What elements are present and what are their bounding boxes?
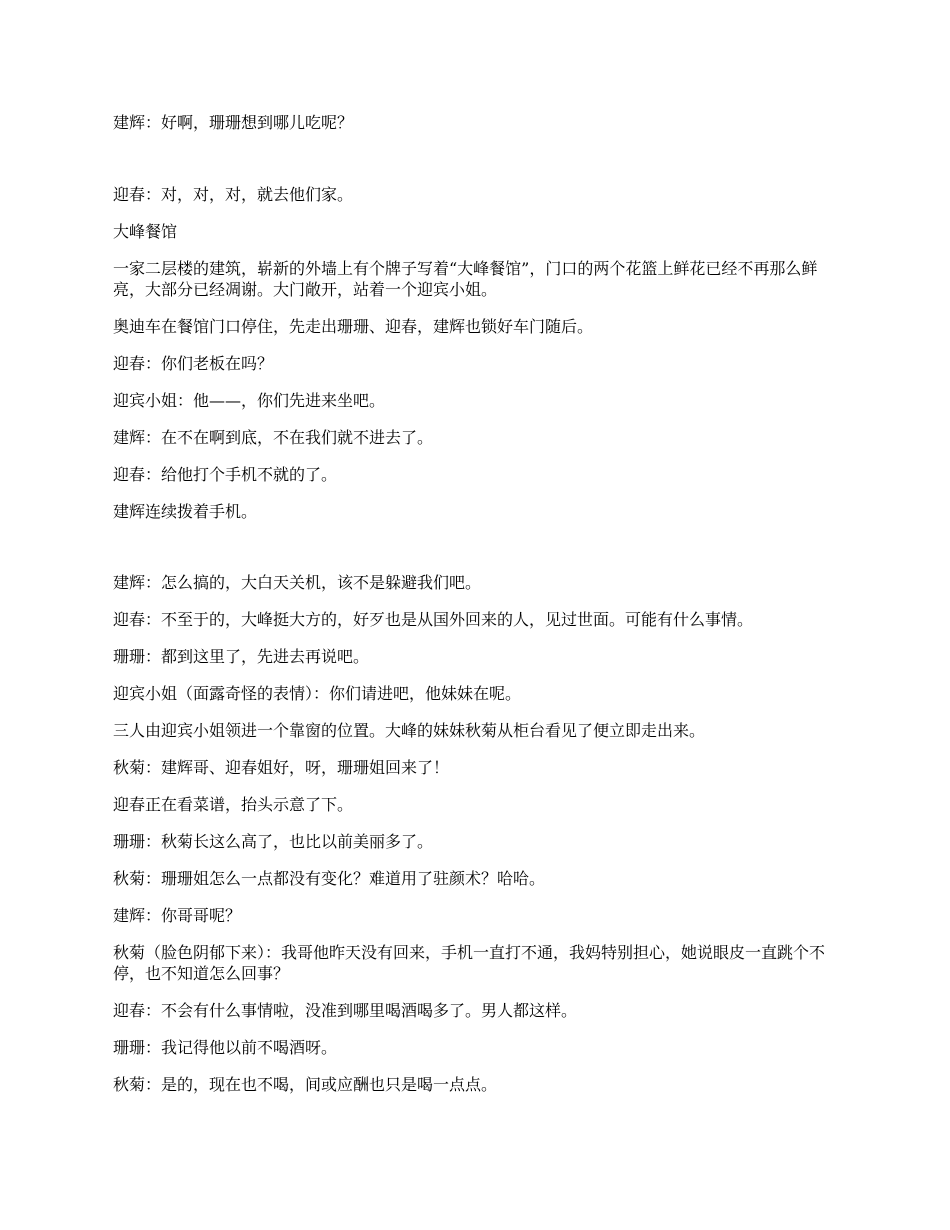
paragraph-18: 珊珊：秋菊长这么高了，也比以前美丽多了。 xyxy=(113,832,434,851)
paragraph-19: 秋菊：珊珊姐怎么一点都没有变化？难道用了驻颜术？哈哈。 xyxy=(113,869,546,888)
paragraph-10: 建辉连续拨着手机。 xyxy=(113,502,258,521)
paragraph-16: 秋菊：建辉哥、迎春姐好，呀，珊珊姐回来了！ xyxy=(113,758,450,777)
paragraph-6: 迎春：你们老板在吗？ xyxy=(113,354,274,373)
paragraph-20: 建辉：你哥哥呢？ xyxy=(113,906,242,925)
paragraph-4: 一家二层楼的建筑，崭新的外墙上有个牌子写着“大峰餐馆”，门口的两个花篮上鲜花已经不再那么鲜亮，大部分已经凋谢。大门敞开，站着一个迎宾小姐。 xyxy=(113,259,818,299)
scene-heading: 大峰餐馆 xyxy=(113,222,178,241)
paragraph-2: 迎春：对，对，对，就去他们家。 xyxy=(113,185,354,204)
paragraph-5: 奥迪车在餐馆门口停住，先走出珊珊、迎春，建辉也锁好车门随后。 xyxy=(113,317,594,336)
paragraph-22: 迎春：不会有什么事情啦，没准到哪里喝酒喝多了。男人都这样。 xyxy=(113,1001,578,1020)
paragraph-17: 迎春正在看菜谱，抬头示意了下。 xyxy=(113,795,354,814)
paragraph-12: 迎春：不至于的，大峰挺大方的，好歹也是从国外回来的人，见过世面。可能有什么事情。 xyxy=(113,610,754,629)
paragraph-24: 秋菊：是的，现在也不喝，间或应酬也只是喝一点点。 xyxy=(113,1075,498,1094)
paragraph-21: 秋菊（脸色阴郁下来）：我哥他昨天没有回来，手机一直打不通，我妈特别担心，她说眼皮一直跳个不停，也不知道怎么回事？ xyxy=(113,943,826,983)
paragraph-7: 迎宾小姐：他——，你们先进来坐吧。 xyxy=(113,391,386,410)
document-body xyxy=(113,112,848,1111)
paragraph-8: 建辉：在不在啊到底，不在我们就不进去了。 xyxy=(113,428,434,447)
paragraph-15: 三人由迎宾小姐领进一个靠窗的位置。大峰的妹妹秋菊从柜台看见了便立即走出来。 xyxy=(113,721,706,740)
paragraph-1: 建辉：好啊，珊珊想到哪儿吃呢？ xyxy=(113,113,354,132)
paragraph-11: 建辉：怎么搞的，大白天关机，该不是躲避我们吧。 xyxy=(113,573,482,592)
paragraph-14: 迎宾小姐（面露奇怪的表情）：你们请进吧，他妹妹在呢。 xyxy=(113,684,522,703)
paragraph-23: 珊珊：我记得他以前不喝酒呀。 xyxy=(113,1038,338,1057)
paragraph-13: 珊珊：都到这里了，先进去再说吧。 xyxy=(113,647,370,666)
paragraph-9: 迎春：给他打个手机不就的了。 xyxy=(113,465,338,484)
